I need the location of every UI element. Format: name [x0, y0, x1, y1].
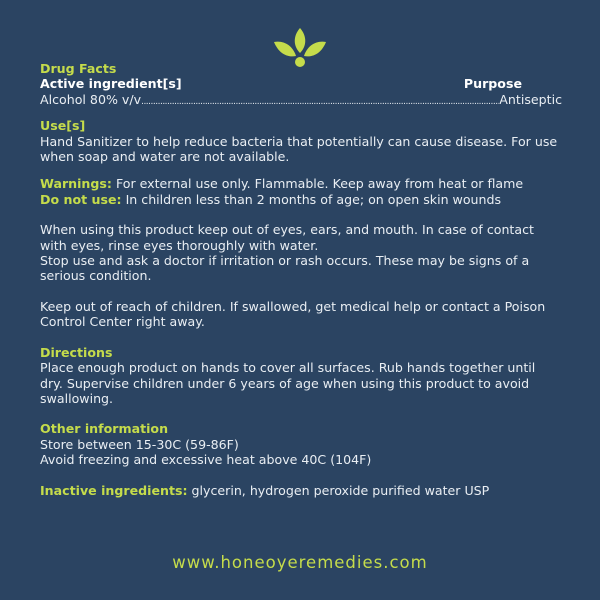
- website-link[interactable]: www.honeoyeremedies.com: [172, 553, 428, 572]
- do-not-use-text: In children less than 2 months of age; on open skin wounds: [121, 191, 502, 207]
- when-using-text: When using this product keep out of eyes, ears, and mouth. In case of contact with eyes, rinse eyes thoroughly with water.: [40, 222, 534, 253]
- other-info-heading: Other information: [40, 421, 169, 437]
- stop-use-text: Stop use and ask a doctor if irritation or rash occurs. These may be signs of a serious condition.: [40, 253, 530, 284]
- directions-heading: Directions: [40, 344, 113, 360]
- do-not-use-label: Do not use:: [40, 191, 122, 207]
- dot-leader: [141, 92, 499, 110]
- ingredient-purpose: Antiseptic: [499, 91, 562, 107]
- inactive-ingredients-label: Inactive ingredients:: [40, 482, 188, 498]
- purpose-label: Purpose: [463, 76, 522, 92]
- warnings-text: For external use only. Flammable. Keep away from heat or flame: [111, 176, 524, 192]
- active-ingredients-label: Active ingredient[s]: [40, 76, 182, 92]
- uses-heading: Use[s]: [40, 118, 86, 134]
- drug-facts-panel: [40, 61, 562, 498]
- inactive-ingredients-text: glycerin, hydrogen peroxide purified water USP: [187, 482, 490, 498]
- directions-text: Place enough product on hands to cover all surfaces. Rub hands together until dry. Supervise children under 6 years of age when using this product to avoid swallowing.: [40, 360, 536, 406]
- active-ingredient-header: [40, 76, 522, 91]
- warnings-line: [40, 176, 562, 191]
- storage-text: Store between 15-30C (59-86F): [40, 436, 239, 452]
- ingredient-row: [40, 92, 562, 110]
- uses-text: Hand Sanitizer to help reduce bacteria that potentially can cause disease. For use when soap and water are not available.: [40, 133, 558, 165]
- heat-warning-text: Avoid freezing and excessive heat above 40C (104F): [40, 452, 372, 468]
- drug-facts-title: Drug Facts: [40, 61, 117, 76]
- keep-out-text: Keep out of reach of children. If swallowed, get medical help or contact a Poison Control Center right away.: [40, 298, 546, 330]
- do-not-use-line: [40, 192, 562, 207]
- ingredient-name: Alcohol 80% v/v: [40, 91, 142, 107]
- warnings-label: Warnings:: [40, 176, 112, 192]
- inactive-ingredients-line: [40, 483, 562, 498]
